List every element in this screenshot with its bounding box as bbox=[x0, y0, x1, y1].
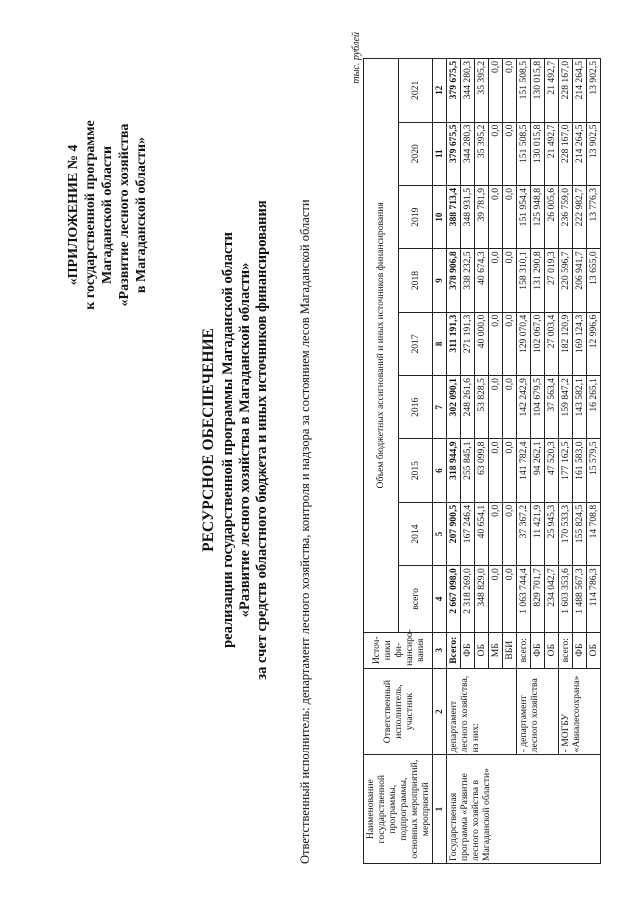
value-cell: 0,0 bbox=[489, 59, 503, 123]
executor-cell: департамент лесного хозяйства, из них: bbox=[447, 668, 517, 755]
value-cell: 94 262,1 bbox=[531, 439, 545, 502]
header-year: 2018 bbox=[398, 249, 433, 312]
appendix-line: в Магаданской области» bbox=[134, 136, 149, 294]
value-cell: 2 318 269,0 bbox=[461, 566, 475, 632]
header-year: 2021 bbox=[398, 59, 433, 123]
value-cell: 214 264,5 bbox=[573, 59, 587, 123]
value-cell: 236 759,0 bbox=[559, 185, 573, 248]
value-cell: 1 603 353,6 bbox=[559, 566, 573, 632]
title-line: реализации государственной программы Магаданской области bbox=[220, 232, 236, 648]
column-number: 9 bbox=[433, 249, 447, 312]
value-cell: 0,0 bbox=[489, 249, 503, 312]
header-year: 2017 bbox=[398, 312, 433, 375]
source-cell: всего: bbox=[517, 632, 531, 668]
source-cell: ОБ bbox=[587, 632, 601, 668]
header-source: Источ-ники фи-нансиро-вания bbox=[364, 632, 433, 668]
value-cell: 170 533,3 bbox=[559, 502, 573, 565]
table-row bbox=[559, 59, 573, 864]
value-cell: 0,0 bbox=[503, 439, 517, 502]
value-cell: 35 395,2 bbox=[475, 122, 489, 185]
value-cell: 142 242,9 bbox=[517, 376, 531, 439]
resource-table bbox=[363, 58, 601, 864]
value-cell: 114 786,3 bbox=[587, 566, 601, 632]
value-cell: 104 679,5 bbox=[531, 376, 545, 439]
value-cell: 0,0 bbox=[503, 502, 517, 565]
value-cell: 2 667 098,0 bbox=[447, 566, 461, 632]
column-number: 4 bbox=[433, 566, 447, 632]
value-cell: 311 191,3 bbox=[447, 312, 461, 375]
value-cell: 37 367,2 bbox=[517, 502, 531, 565]
value-cell: 0,0 bbox=[489, 122, 503, 185]
value-cell: 47 520,3 bbox=[545, 439, 559, 502]
value-cell: 151 508,5 bbox=[517, 122, 531, 185]
source-cell: ФБ bbox=[461, 632, 475, 668]
value-cell: 15 579,5 bbox=[587, 439, 601, 502]
value-cell: 318 944,9 bbox=[447, 439, 461, 502]
value-cell: 348 829,0 bbox=[475, 566, 489, 632]
value-cell: 12 996,6 bbox=[587, 312, 601, 375]
value-cell: 0,0 bbox=[503, 122, 517, 185]
unit-label: тыс. рублей bbox=[351, 32, 362, 84]
column-number: 1 bbox=[433, 755, 447, 864]
value-cell: 159 847,2 bbox=[559, 376, 573, 439]
value-cell: 829 701,7 bbox=[531, 566, 545, 632]
column-number: 6 bbox=[433, 439, 447, 502]
value-cell: 37 563,4 bbox=[545, 376, 559, 439]
value-cell: 102 067,0 bbox=[531, 312, 545, 375]
value-cell: 40 000,0 bbox=[475, 312, 489, 375]
value-cell: 129 070,4 bbox=[517, 312, 531, 375]
table-row bbox=[517, 59, 531, 864]
column-number: 3 bbox=[433, 632, 447, 668]
value-cell: 125 948,8 bbox=[531, 185, 545, 248]
value-cell: 0,0 bbox=[503, 249, 517, 312]
value-cell: 214 264,5 bbox=[573, 122, 587, 185]
responsible-executor: Ответственный исполнитель: департамент лесного хозяйства, контроля и надзора за состоянием лесов Магаданской области bbox=[298, 199, 312, 864]
source-cell: всего: bbox=[559, 632, 573, 668]
source-cell: ОБ bbox=[475, 632, 489, 668]
value-cell: 25 945,3 bbox=[545, 502, 559, 565]
column-number: 11 bbox=[433, 122, 447, 185]
value-cell: 35 395,2 bbox=[475, 59, 489, 123]
value-cell: 302 090,1 bbox=[447, 376, 461, 439]
value-cell: 151 508,5 bbox=[517, 59, 531, 123]
source-cell: ОБ bbox=[545, 632, 559, 668]
value-cell: 63 099,8 bbox=[475, 439, 489, 502]
value-cell: 14 708,8 bbox=[587, 502, 601, 565]
value-cell: 13 655,0 bbox=[587, 249, 601, 312]
value-cell: 344 280,3 bbox=[461, 59, 475, 123]
value-cell: 27 019,3 bbox=[545, 249, 559, 312]
value-cell: 0,0 bbox=[503, 185, 517, 248]
header-executor: Ответственный исполнитель, участник bbox=[364, 668, 433, 755]
column-number: 5 bbox=[433, 502, 447, 565]
value-cell: 0,0 bbox=[489, 376, 503, 439]
document-page bbox=[35, 10, 615, 870]
value-cell: 155 824,5 bbox=[573, 502, 587, 565]
value-cell: 21 492,7 bbox=[545, 59, 559, 123]
value-cell: 1 063 744,4 bbox=[517, 566, 531, 632]
value-cell: 11 421,9 bbox=[531, 502, 545, 565]
value-cell: 39 781,9 bbox=[475, 185, 489, 248]
value-cell: 13 902,5 bbox=[587, 122, 601, 185]
source-cell: Всего: bbox=[447, 632, 461, 668]
executor-cell: - департамент лесного хозяйства bbox=[517, 668, 559, 755]
value-cell: 1 488 567,3 bbox=[573, 566, 587, 632]
value-cell: 255 845,1 bbox=[461, 439, 475, 502]
value-cell: 234 042,7 bbox=[545, 566, 559, 632]
value-cell: 141 782,4 bbox=[517, 439, 531, 502]
column-number: 12 bbox=[433, 59, 447, 123]
source-cell: ФБ bbox=[573, 632, 587, 668]
value-cell: 40 654,1 bbox=[475, 502, 489, 565]
value-cell: 40 674,3 bbox=[475, 249, 489, 312]
value-cell: 13 776,3 bbox=[587, 185, 601, 248]
value-cell: 338 232,5 bbox=[461, 249, 475, 312]
value-cell: 13 902,5 bbox=[587, 59, 601, 123]
value-cell: 130 015,8 bbox=[531, 59, 545, 123]
value-cell: 379 675,5 bbox=[447, 122, 461, 185]
value-cell: 248 261,6 bbox=[461, 376, 475, 439]
header-year: 2014 bbox=[398, 502, 433, 565]
header-volume: Объем бюджетных ассигнований и иных источников финансирования bbox=[364, 59, 399, 633]
value-cell: 0,0 bbox=[503, 312, 517, 375]
table-row bbox=[447, 59, 461, 864]
header-year: 2020 bbox=[398, 122, 433, 185]
appendix-line: Магаданской области bbox=[100, 145, 115, 285]
header-year: 2015 bbox=[398, 439, 433, 502]
header-year: 2019 bbox=[398, 185, 433, 248]
appendix-line: «Развитие лесного хозяйства bbox=[117, 123, 132, 307]
value-cell: 0,0 bbox=[489, 566, 503, 632]
value-cell: 143 582,1 bbox=[573, 376, 587, 439]
value-cell: 151 954,4 bbox=[517, 185, 531, 248]
header-year: 2016 bbox=[398, 376, 433, 439]
value-cell: 26 005,6 bbox=[545, 185, 559, 248]
executor-cell: - МОГБУ «Авиалесоохрана» bbox=[559, 668, 601, 755]
value-cell: 271 191,3 bbox=[461, 312, 475, 375]
value-cell: 348 931,5 bbox=[461, 185, 475, 248]
value-cell: 378 906,8 bbox=[447, 249, 461, 312]
column-number: 7 bbox=[433, 376, 447, 439]
value-cell: 158 310,1 bbox=[517, 249, 531, 312]
value-cell: 228 167,0 bbox=[559, 59, 573, 123]
appendix-header bbox=[65, 50, 150, 380]
value-cell: 161 583,0 bbox=[573, 439, 587, 502]
value-cell: 182 120,9 bbox=[559, 312, 573, 375]
header-name: Наименование государственной программы, подпрограммы, основных мероприятий, мероприятий bbox=[364, 755, 433, 864]
value-cell: 131 290,8 bbox=[531, 249, 545, 312]
appendix-line: к государственной программе bbox=[83, 120, 98, 310]
title-main: РЕСУРСНОЕ ОБЕСПЕЧЕНИЕ bbox=[200, 328, 217, 552]
value-cell: 0,0 bbox=[503, 59, 517, 123]
value-cell: 169 124,3 bbox=[573, 312, 587, 375]
program-name: Государственная программа «Развитие лесного хозяйства в Магаданской области» bbox=[447, 755, 601, 864]
value-cell: 0,0 bbox=[489, 312, 503, 375]
value-cell: 0,0 bbox=[489, 439, 503, 502]
value-cell: 16 265,1 bbox=[587, 376, 601, 439]
column-number: 10 bbox=[433, 185, 447, 248]
source-cell: ВБИ bbox=[503, 632, 517, 668]
value-cell: 344 280,3 bbox=[461, 122, 475, 185]
value-cell: 53 828,5 bbox=[475, 376, 489, 439]
value-cell: 220 596,7 bbox=[559, 249, 573, 312]
title-line: за счет средств областного бюджета и иных источников финансирования bbox=[254, 200, 270, 680]
value-cell: 379 675,5 bbox=[447, 59, 461, 123]
value-cell: 206 941,7 bbox=[573, 249, 587, 312]
value-cell: 177 162,5 bbox=[559, 439, 573, 502]
appendix-number: «ПРИЛОЖЕНИЕ № 4 bbox=[66, 144, 81, 286]
value-cell: 228 167,0 bbox=[559, 122, 573, 185]
value-cell: 388 713,4 bbox=[447, 185, 461, 248]
value-cell: 21 492,7 bbox=[545, 122, 559, 185]
value-cell: 0,0 bbox=[489, 185, 503, 248]
value-cell: 207 900,5 bbox=[447, 502, 461, 565]
value-cell: 0,0 bbox=[503, 376, 517, 439]
value-cell: 130 015,8 bbox=[531, 122, 545, 185]
source-cell: МБ bbox=[489, 632, 503, 668]
value-cell: 167 246,4 bbox=[461, 502, 475, 565]
value-cell: 27 003,4 bbox=[545, 312, 559, 375]
value-cell: 0,0 bbox=[489, 502, 503, 565]
column-number: 8 bbox=[433, 312, 447, 375]
value-cell: 222 982,7 bbox=[573, 185, 587, 248]
title-line: «Развитие лесного хозяйства в Магаданской области» bbox=[237, 262, 253, 618]
document-title bbox=[200, 10, 271, 870]
column-number: 2 bbox=[433, 668, 447, 755]
value-cell: 0,0 bbox=[503, 566, 517, 632]
source-cell: ФБ bbox=[531, 632, 545, 668]
header-total: всего bbox=[398, 566, 433, 632]
